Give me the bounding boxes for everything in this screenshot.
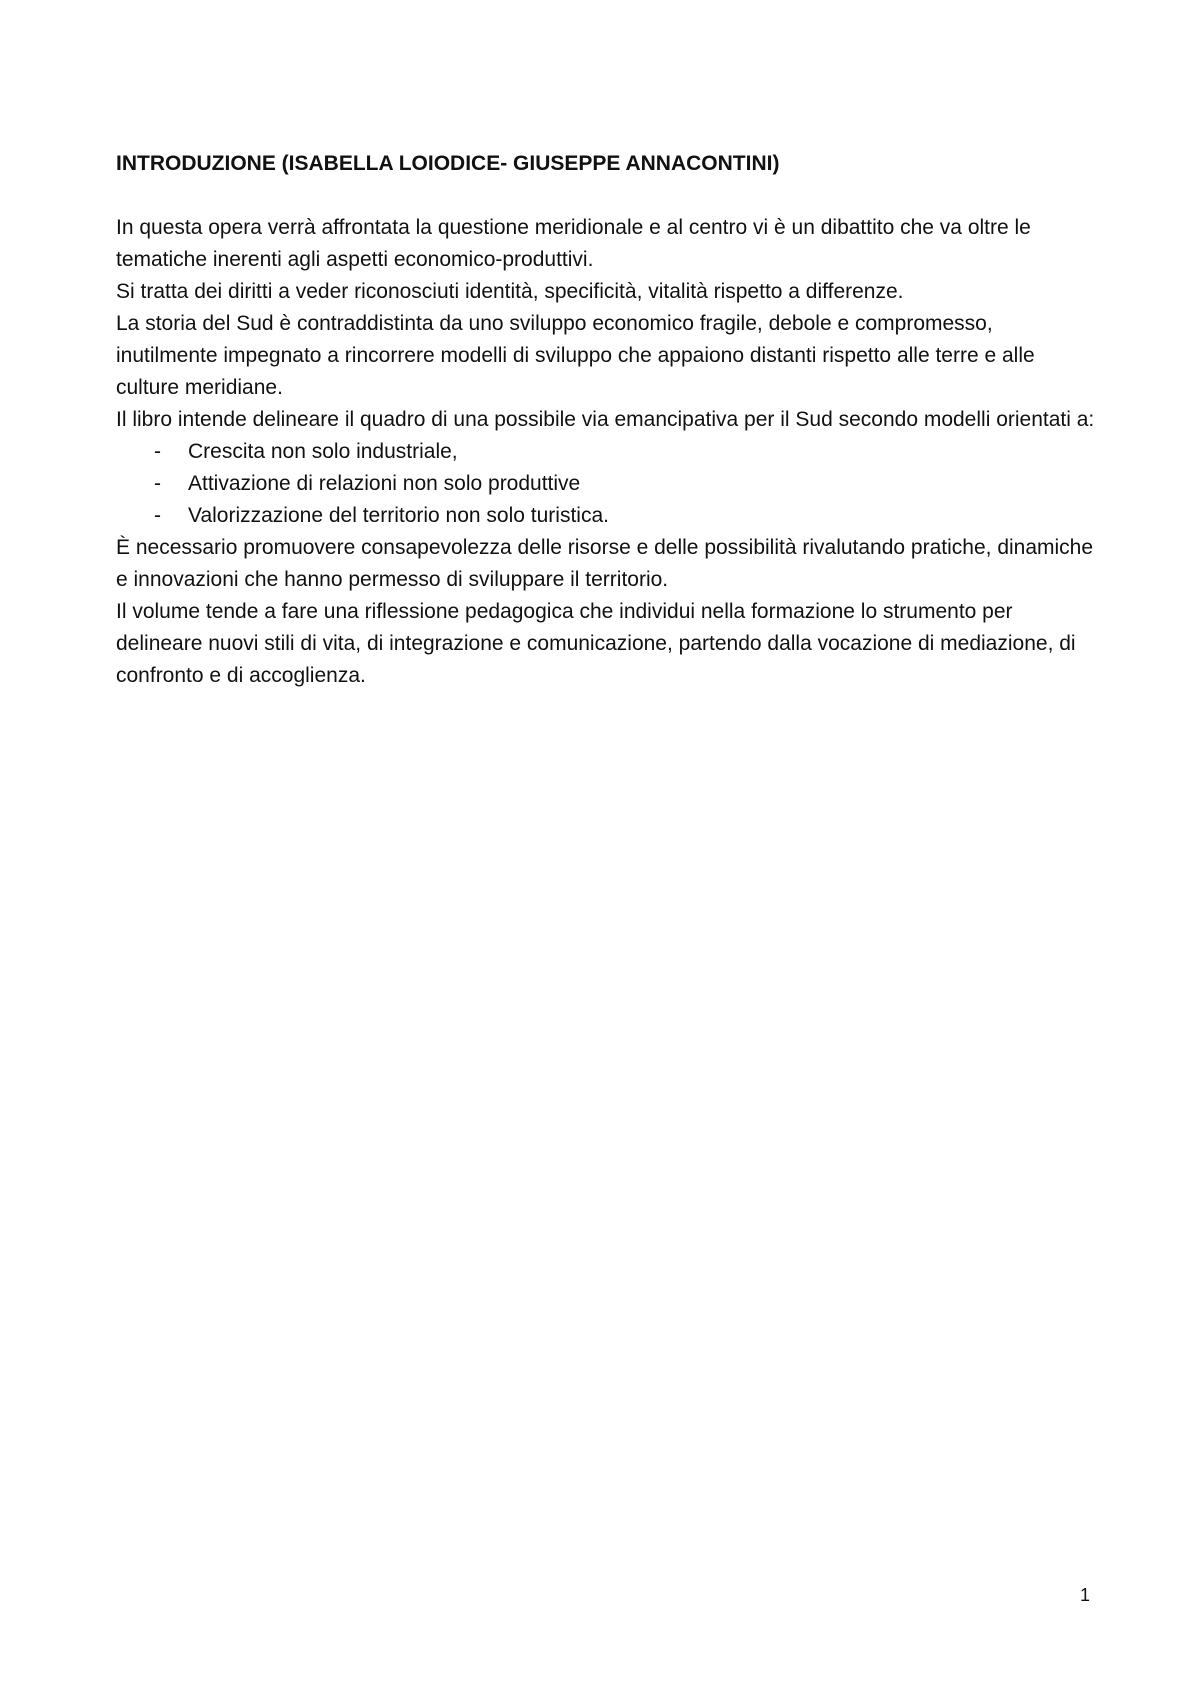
paragraph: Il volume tende a fare una riflessione pedagogica che individui nella formazione lo strumento per delineare nuovi stili di vita, di integrazione e comunicazione, partendo dalla vocazione di mediazione, di confronto e di accoglienza. xyxy=(116,600,1076,687)
paragraph: Il libro intende delineare il quadro di una possibile via emancipativa per il Sud secondo modelli orientati a: xyxy=(116,408,1095,431)
list-item-text: Valorizzazione del territorio non solo turistica. xyxy=(188,504,609,527)
list-item xyxy=(116,500,1096,532)
bullet-list xyxy=(116,436,1096,532)
list-item xyxy=(116,468,1096,500)
paragraph: La storia del Sud è contraddistinta da uno sviluppo economico fragile, debole e compromesso, inutilmente impegnato a rincorrere modelli di sviluppo che appaiono distanti rispetto alle terre e alle culture meridiane. xyxy=(116,312,1035,399)
list-item-text: Crescita non solo industriale, xyxy=(188,440,458,463)
list-marker: - xyxy=(154,440,161,463)
list-marker: - xyxy=(154,504,161,527)
paragraph: In questa opera verrà affrontata la questione meridionale e al centro vi è un dibattito che va oltre le tematiche inerenti agli aspetti economico-produttivi. xyxy=(116,216,1031,271)
document-body xyxy=(116,148,1096,692)
paragraph: È necessario promuovere consapevolezza delle risorse e delle possibilità rivalutando pratiche, dinamiche e innovazioni che hanno permesso di sviluppare il territorio. xyxy=(116,536,1094,591)
list-item xyxy=(116,436,1096,468)
page-number: 1 xyxy=(1080,1585,1091,1605)
document-title: INTRODUZIONE (ISABELLA LOIODICE- GIUSEPPE ANNACONTINI) xyxy=(116,152,780,175)
paragraph: Si tratta dei diritti a veder riconosciuti identità, specificità, vitalità rispetto a differenze. xyxy=(116,280,904,303)
list-marker: - xyxy=(154,472,161,495)
list-item-text: Attivazione di relazioni non solo produttive xyxy=(188,472,581,495)
